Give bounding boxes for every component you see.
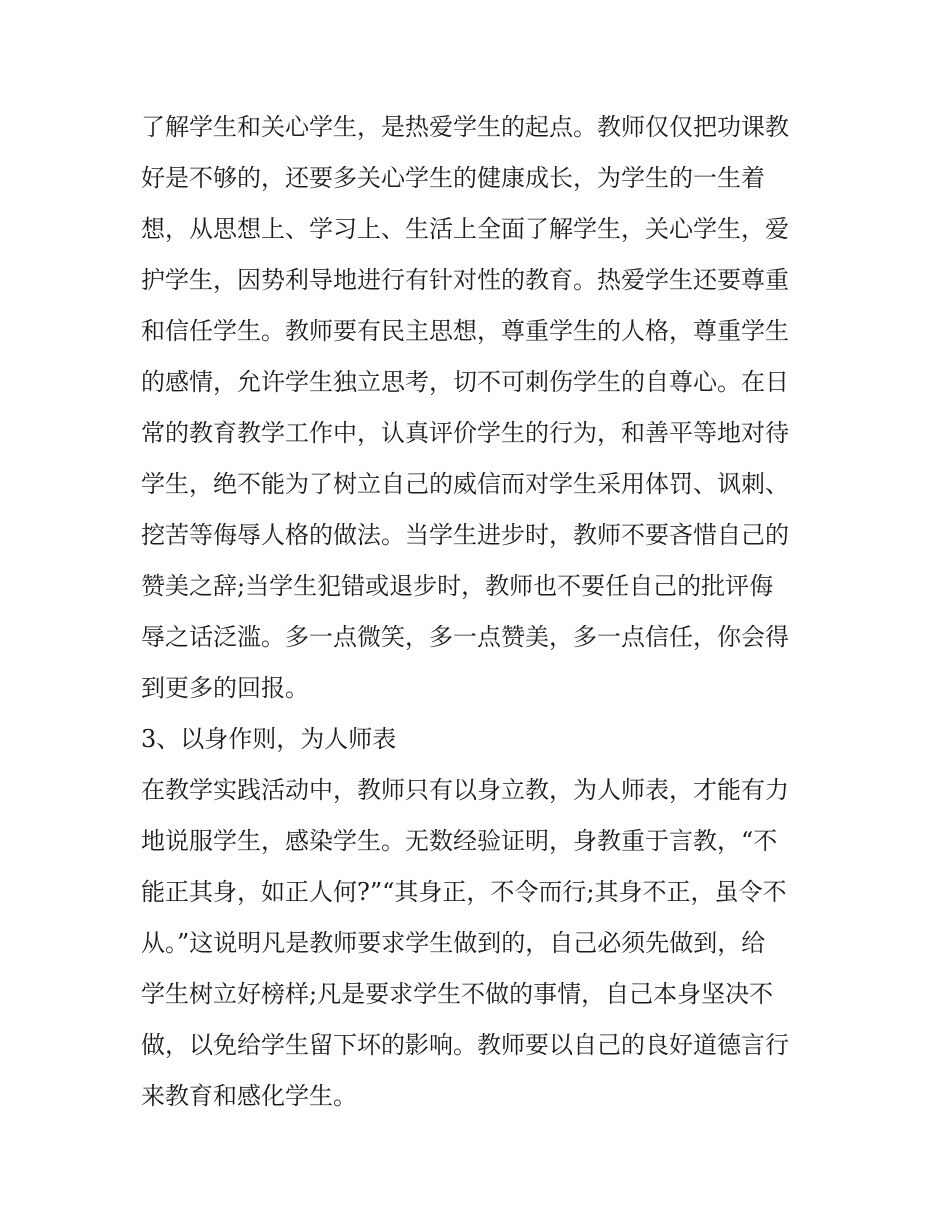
section-heading: 3、以身作则，为人师表 xyxy=(141,725,397,753)
text-line: 能正其身，如正人何?”“其身正，不令而行;其身不正，虽令不 xyxy=(141,878,787,906)
text-line: 好是不够的，还要多关心学生的健康成长，为学生的一生着 xyxy=(141,164,765,192)
text-line: 做，以免给学生留下坏的影响。教师要以自己的良好道德言行 xyxy=(141,1031,789,1059)
text-line: 了解学生和关心学生，是热爱学生的起点。教师仅仅把功课教 xyxy=(141,113,789,141)
text-line: 的感情，允许学生独立思考，切不可刺伤学生的自尊心。在日 xyxy=(141,368,789,396)
text-line: 从。”这说明凡是教师要求学生做到的，自己必须先做到，给 xyxy=(141,929,766,957)
text-line: 到更多的回报。 xyxy=(141,674,309,702)
text-line: 护学生，因势利导地进行有针对性的教育。热爱学生还要尊重 xyxy=(141,266,789,294)
body-text xyxy=(141,102,841,1122)
text-line: 来教育和感化学生。 xyxy=(141,1082,357,1110)
text-line: 在教学实践活动中，教师只有以身立教，为人师表，才能有力 xyxy=(141,776,789,804)
text-line: 地说服学生，感染学生。无数经验证明，身教重于言教，“不 xyxy=(141,827,778,855)
text-line: 挖苦等侮辱人格的做法。当学生进步时，教师不要吝惜自己的 xyxy=(141,521,789,549)
text-line: 学生树立好榜样;凡是要求学生不做的事情，自己本身坚决不 xyxy=(141,980,774,1008)
text-line: 常的教育教学工作中，认真评价学生的行为，和善平等地对待 xyxy=(141,419,789,447)
text-line: 学生，绝不能为了树立自己的威信而对学生采用体罚、讽刺、 xyxy=(141,470,789,498)
text-line: 想，从思想上、学习上、生活上全面了解学生，关心学生，爱 xyxy=(141,215,789,243)
text-line: 赞美之辞;当学生犯错或退步时，教师也不要任自己的批评侮 xyxy=(141,572,774,600)
text-line: 和信任学生。教师要有民主思想，尊重学生的人格，尊重学生 xyxy=(141,317,789,345)
text-line: 辱之话泛滥。多一点微笑，多一点赞美，多一点信任，你会得 xyxy=(141,623,789,651)
